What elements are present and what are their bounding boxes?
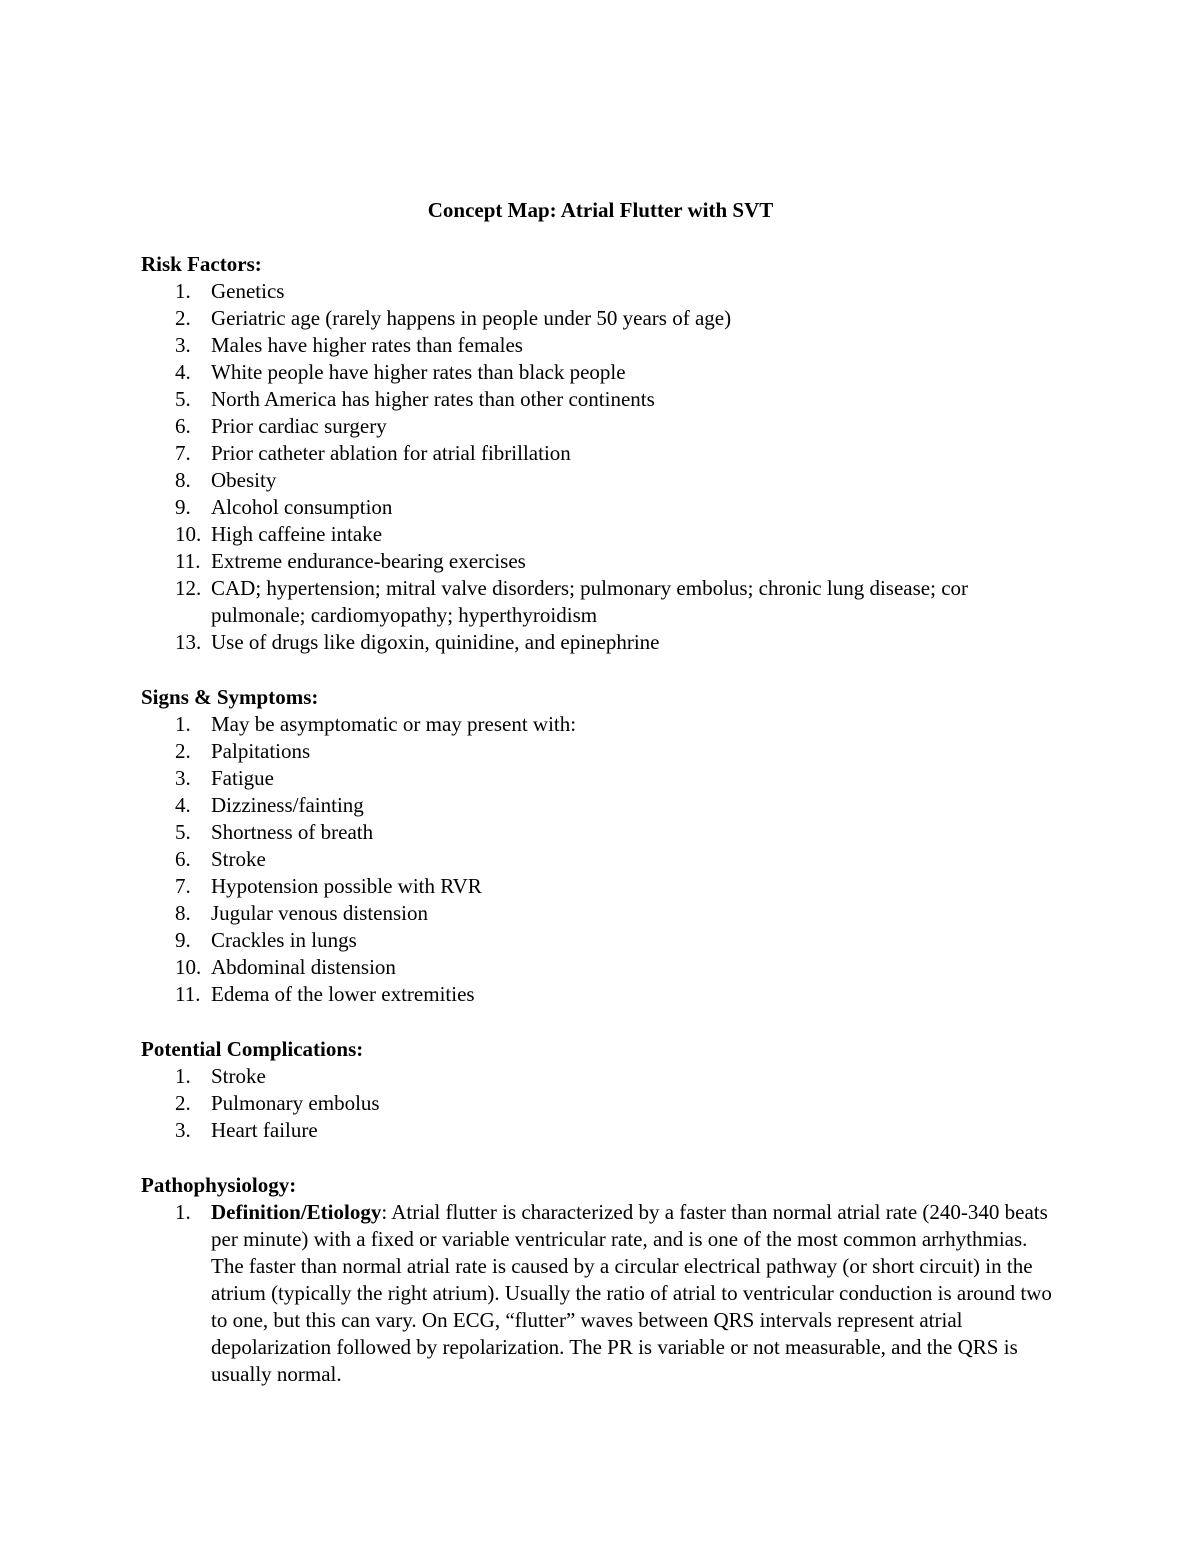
item-text: Jugular venous distension — [211, 901, 428, 925]
list-item — [141, 467, 1060, 494]
list-item — [141, 359, 1060, 386]
item-number: 10. — [175, 522, 202, 546]
list-item — [141, 738, 1060, 765]
item-text: North America has higher rates than other continents — [211, 387, 655, 411]
item-text: Abdominal distension — [211, 955, 396, 979]
item-text: Obesity — [211, 468, 277, 492]
signs-symptoms-heading: Signs & Symptoms: — [141, 685, 319, 709]
document-title: Concept Map: Atrial Flutter with SVT — [427, 198, 774, 222]
risk-factors-heading: Risk Factors: — [141, 252, 262, 276]
item-number: 5. — [175, 820, 191, 844]
list-item — [141, 792, 1060, 819]
item-text: CAD; hypertension; mitral valve disorders; pulmonary embolus; chronic lung disease; cor pulmonale; cardiomyopathy; hyperthyroidism — [211, 576, 969, 627]
complications-section — [141, 1035, 1060, 1144]
item-number: 7. — [175, 441, 191, 465]
item-text: Extreme endurance-bearing exercises — [211, 549, 526, 573]
item-text: Geriatric age (rarely happens in people under 50 years of age) — [211, 306, 732, 330]
list-item — [141, 548, 1060, 575]
item-text: Pulmonary embolus — [211, 1091, 380, 1115]
item-number: 2. — [175, 306, 191, 330]
item-number: 3. — [175, 333, 191, 357]
item-text: Edema of the lower extremities — [211, 982, 475, 1006]
signs-symptoms-list — [141, 711, 1060, 1008]
item-text: Prior cardiac surgery — [211, 414, 387, 438]
list-item — [141, 873, 1060, 900]
item-number: 4. — [175, 793, 191, 817]
item-number: 12. — [175, 576, 202, 600]
list-item — [141, 981, 1060, 1008]
item-number: 1. — [175, 279, 191, 303]
list-item — [141, 575, 1060, 629]
item-text: May be asymptomatic or may present with: — [211, 712, 577, 736]
list-item — [141, 386, 1060, 413]
item-text: High caffeine intake — [211, 522, 383, 546]
item-text: : Atrial flutter is characterized by a faster than normal atrial rate (240-340 beats per minute) with a fixed or variable ventricular rate, and is one of the most common arrhythmias. The faster than normal atrial rate is caused by a circular electrical pathway (or short circuit) in the atrium (typically the right atrium). Usually the ratio of atrial to ventricular conduction is around two to one, but this can vary. On ECG, “flutter” waves between QRS intervals represent atrial depolarization followed by repolarization. The PR is variable or not measurable, and the QRS is usually normal. — [211, 1200, 1052, 1386]
list-item — [141, 1117, 1060, 1144]
item-text: White people have higher rates than black people — [211, 360, 626, 384]
item-number: 8. — [175, 468, 191, 492]
risk-factors-section — [141, 250, 1060, 656]
item-number: 8. — [175, 901, 191, 925]
list-item — [141, 521, 1060, 548]
item-text: Stroke — [211, 847, 266, 871]
item-number: 1. — [175, 712, 191, 736]
item-number: 9. — [175, 928, 191, 952]
risk-factors-list — [141, 278, 1060, 656]
item-text: Palpitations — [211, 739, 311, 763]
item-text: Use of drugs like digoxin, quinidine, and epinephrine — [211, 630, 660, 654]
item-number: 6. — [175, 414, 191, 438]
list-item — [141, 846, 1060, 873]
list-item — [141, 305, 1060, 332]
item-text: Genetics — [211, 279, 285, 303]
signs-symptoms-section — [141, 683, 1060, 1008]
list-item — [141, 440, 1060, 467]
item-text: Hypotension possible with RVR — [211, 874, 482, 898]
list-item — [141, 1090, 1060, 1117]
list-item — [141, 278, 1060, 305]
definition-term: Definition/Etiology — [211, 1200, 382, 1224]
complications-list — [141, 1063, 1060, 1144]
item-number: 3. — [175, 766, 191, 790]
list-item — [141, 413, 1060, 440]
item-number: 7. — [175, 874, 191, 898]
list-item — [141, 1063, 1060, 1090]
item-text: Prior catheter ablation for atrial fibrillation — [211, 441, 571, 465]
list-item — [141, 332, 1060, 359]
item-text: Stroke — [211, 1064, 266, 1088]
list-item — [141, 711, 1060, 738]
item-number: 2. — [175, 1091, 191, 1115]
item-number: 9. — [175, 495, 191, 519]
item-number: 1. — [175, 1064, 191, 1088]
item-text: Alcohol consumption — [211, 495, 393, 519]
complications-heading: Potential Complications: — [141, 1037, 364, 1061]
list-item — [141, 954, 1060, 981]
item-number: 11. — [175, 549, 201, 573]
item-text: Dizziness/fainting — [211, 793, 364, 817]
item-number: 5. — [175, 387, 191, 411]
list-item — [141, 765, 1060, 792]
list-item — [141, 819, 1060, 846]
item-text: Males have higher rates than females — [211, 333, 523, 357]
item-number: 1. — [175, 1200, 191, 1224]
item-number: 10. — [175, 955, 202, 979]
list-item — [141, 629, 1060, 656]
item-number: 6. — [175, 847, 191, 871]
item-number: 13. — [175, 630, 202, 654]
item-text: Shortness of breath — [211, 820, 374, 844]
item-text: Heart failure — [211, 1118, 318, 1142]
list-item — [141, 494, 1060, 521]
item-text: Crackles in lungs — [211, 928, 357, 952]
item-number: 11. — [175, 982, 201, 1006]
pathophysiology-heading: Pathophysiology: — [141, 1173, 297, 1197]
item-text: Fatigue — [211, 766, 274, 790]
pathophysiology-list — [141, 1199, 1060, 1388]
pathophysiology-section — [141, 1171, 1060, 1388]
list-item — [141, 927, 1060, 954]
item-number: 2. — [175, 739, 191, 763]
list-item — [141, 900, 1060, 927]
item-number: 4. — [175, 360, 191, 384]
item-number: 3. — [175, 1118, 191, 1142]
list-item — [141, 1199, 1060, 1388]
